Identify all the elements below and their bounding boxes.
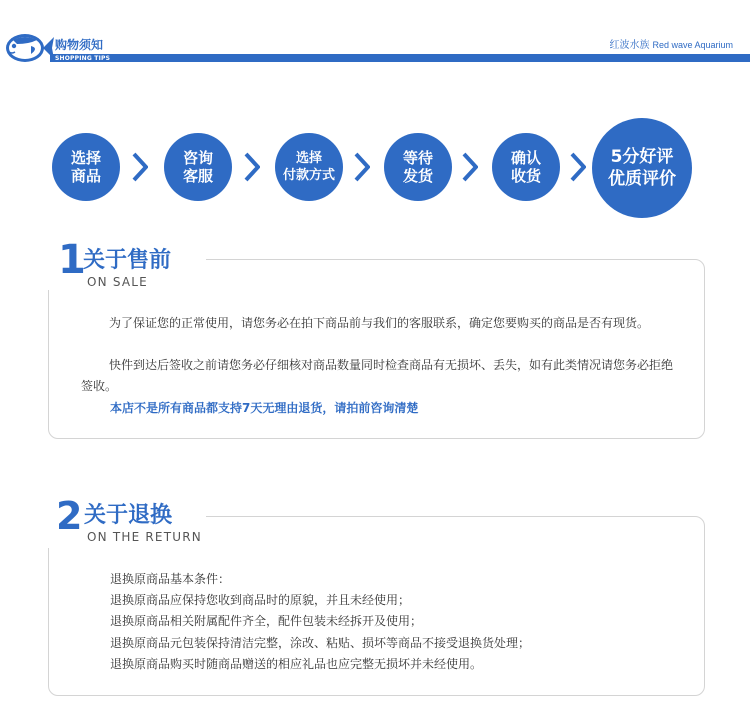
header-title: 购物须知	[55, 38, 104, 52]
chevron-right-icon	[132, 152, 148, 182]
header-subtitle: SHOPPING TIPS	[55, 55, 111, 62]
fish-logo-icon	[3, 30, 55, 66]
step-good-review: 5分好评 优质评价	[592, 118, 692, 218]
brand-en: Red wave Aquarium	[652, 40, 733, 50]
presale-paragraph-1: 为了保证您的正常使用，请您务必在拍下商品前与我们的客服联系，确定您要购买的商品是否有现货。	[109, 316, 650, 330]
chevron-right-icon	[354, 152, 370, 182]
header-bar	[50, 54, 750, 62]
presale-subtitle: ON SALE	[87, 275, 148, 289]
returns-line: 退换原商品购买时随商品赠送的相应礼品也应完整无损坏并未经使用。	[110, 657, 483, 671]
returns-line: 退换原商品基本条件：	[110, 572, 231, 586]
presale-return-note: 本店不是所有商品都支持7天无理由退货，请拍前咨询清楚	[110, 401, 419, 415]
step-wait-shipping: 等待 发货	[384, 133, 452, 201]
presale-paragraph-2: 快件到达后签收之前请您务必仔细核对商品数量同时检查商品有无损坏、丢失，如有此类情况请您务必拒绝签收。	[81, 358, 674, 393]
step-consult-service: 咨询 客服	[164, 133, 232, 201]
presale-number: 1	[58, 237, 86, 283]
presale-title: 关于售前	[83, 248, 172, 273]
returns-title: 关于退换	[84, 503, 173, 528]
brand-name	[609, 39, 733, 52]
brand-cn: 红波水族	[609, 40, 650, 51]
step-select-product: 选择 商品	[52, 133, 120, 201]
returns-line: 退换原商品应保持您收到商品时的原貌，并且未经使用；	[110, 593, 411, 607]
chevron-right-icon	[462, 152, 478, 182]
chevron-right-icon	[570, 152, 586, 182]
returns-line: 退换原商品相关附属配件齐全，配件包装未经拆开及使用；	[110, 614, 423, 628]
returns-line: 退换原商品元包装保持清洁完整，涂改、粘贴、损坏等商品不接受退换货处理；	[110, 636, 531, 650]
step-confirm-receipt: 确认 收货	[492, 133, 560, 201]
step-select-payment: 选择 付款方式	[275, 133, 343, 201]
returns-number: 2	[56, 494, 83, 538]
header	[0, 0, 750, 66]
chevron-right-icon	[244, 152, 260, 182]
returns-subtitle: ON THE RETURN	[87, 530, 202, 544]
